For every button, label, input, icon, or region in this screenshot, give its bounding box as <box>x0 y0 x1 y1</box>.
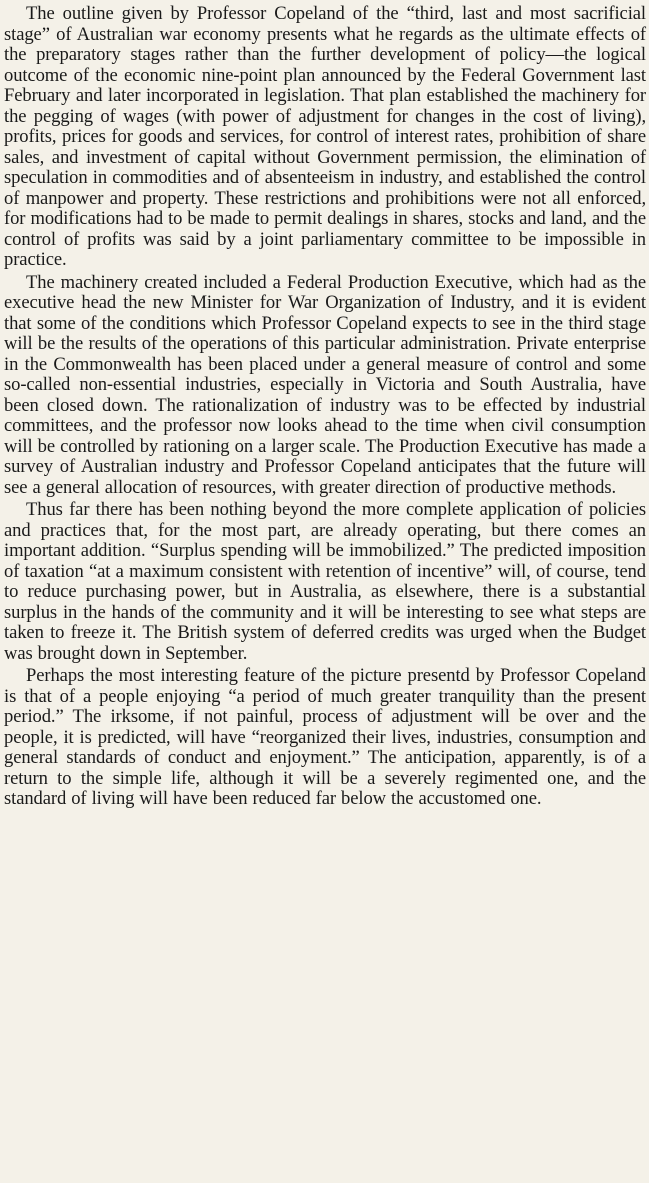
paragraph-1: The outline given by Professor Copeland of the “third, last and most sacrificial stage” of Australian war economy presents what he regards as the ultimate effects of the preparatory stages rather than the further development of policy—the logical outcome of the economic nine-point plan announced by the Federal Government last February and later incorporated in legislation. That plan established the machinery for the pegging of wages (with power of adjustment for changes in the cost of living), profits, prices for goods and services, for control of interest rates, prohibition of share sales, and investment of capital without Government permission, the elimination of speculation in commodities and of absenteeism in industry, and established the control of manpower and property. These restrictions and prohibitions were not all enforced, for modifications had to be made to permit dealings in shares, stocks and land, and the control of profits was said by a joint parliamentary committee to be impossible in practice. <box>4 3 646 270</box>
paragraph-3: Thus far there has been nothing beyond the more complete application of policies and practices that, for the most part, are already operating, but there comes an important addition. “Surplus spending will be immobilized.” The predicted imposition of taxation “at a maximum consistent with retention of incentive” will, of course, tend to reduce purchasing power, but in Australia, as elsewhere, there is a substantial surplus in the hands of the community and it will be interesting to see what steps are taken to freeze it. The British system of deferred credits was urged when the Budget was brought down in September. <box>4 499 646 664</box>
paragraph-4: Perhaps the most interesting feature of the picture presentd by Professor Copeland is that of a people enjoying “a period of much greater tranquility than the present period.” The irksome, if not painful, process of adjustment will be over and the people, it is predicted, will have “reorganized their lives, industries, consumption and general standards of conduct and enjoyment.” The anticipation, apparently, is of a return to the simple life, although it will be a severely regimented one, and the standard of living will have been reduced far below the accustomed one. <box>4 665 646 809</box>
paragraph-2: The machinery created included a Federal Production Executive, which had as the executive head the new Minister for War Organization of Industry, and it is evident that some of the conditions which Professor Copeland expects to see in the third stage will be the results of the operations of this particular administration. Private enterprise in the Commonwealth has been placed under a general measure of control and some so-called non-essential industries, especially in Victoria and South Australia, have been closed down. The rationalization of industry was to be effected by industrial committees, and the professor now looks ahead to the time when civil consumption will be controlled by rationing on a larger scale. The Production Executive has made a survey of Australian industry and Professor Copeland anticipates that the future will see a general allocation of resources, with greater direction of productive methods. <box>4 271 646 498</box>
